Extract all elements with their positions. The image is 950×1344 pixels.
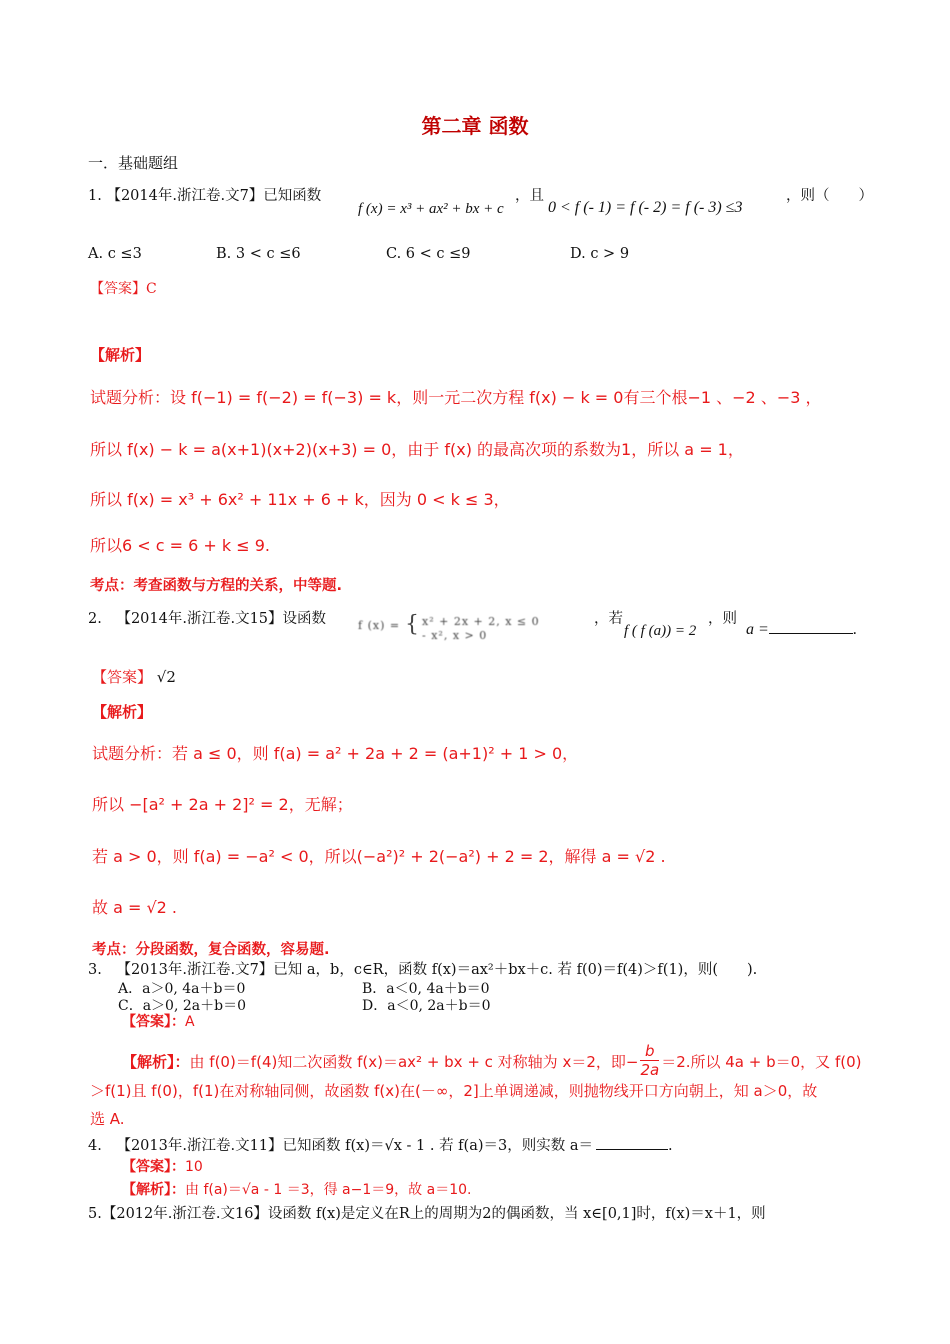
q1-option-a: A. c ≤3 [88, 246, 142, 262]
q3-analysis-1a: 由 f(0)＝f(4)知二次函数 f(x)＝ax² + bx + c 对称轴为 x＝2，即− [189, 1053, 639, 1071]
q2-stem [88, 611, 326, 628]
q1-analysis-line-1: 试题分析：设 f(−1) = f(−2) = f(−3) = k，则一元二次方程 f(x) − k = 0有三个根−1 、−2 、−3 ， [90, 388, 822, 407]
q1-condition: 0 < f (- 1) = f (- 2) = f (- 3) ≤3 [548, 199, 743, 216]
q3-answer-value: A [185, 1014, 195, 1030]
q2-condition: f ( f (a)) = 2 [624, 623, 697, 639]
q1-analysis-line-4: 所以6 < c = 6 + k ≤ 9. [90, 536, 271, 555]
q2-analysis-label: 【解析】 [92, 703, 153, 721]
q1-kaodian: 考点：考查函数与方程的关系，中等题. [90, 578, 343, 594]
page-title: 第二章 函数 [421, 114, 529, 138]
q3-analysis-line-2: ＞f(1)且 f(0)，f(1)在对称轴同侧，故函数 f(x)在(－∞，2]上单调递减，则抛物线开口方向朝上，知 a＞0，故 [90, 1082, 818, 1100]
q2-var: a = [746, 621, 769, 638]
q1-cond-pre: ，且 [515, 188, 544, 204]
q1-analysis-line-2: 所以 f(x) − k = a(x+1)(x+2)(x+3) = 0，由于 f(x) 的最高次项的系数为1，所以 a = 1， [90, 440, 744, 459]
q3-option-c: C．a＞0, 2a＋b＝0 [118, 998, 246, 1014]
q1-source: 【2014年.浙江卷.文7】已知函数 [106, 188, 322, 204]
q5-text: 【2012年.浙江卷.文16】设函数 f(x)是定义在R上的周期为2的偶函数，当 x∈[0,1]时，f(x)＝x＋1，则 [101, 1206, 766, 1222]
q2-analysis-line-4: 故 a = √2 . [92, 898, 178, 917]
q3-analysis-1b: ＝2.所以 4a + b＝0，又 f(0) [661, 1053, 862, 1071]
q4-answer-value: 10 [185, 1159, 203, 1175]
q2-answer-value: √2 [156, 668, 176, 686]
q4-end: . [668, 1138, 673, 1154]
q1-option-d: D. c > 9 [570, 246, 630, 262]
q2-kaodian: 考点：分段函数，复合函数，容易题. [92, 942, 330, 958]
q2-answer-label: 【答案】 [92, 668, 153, 686]
q3-number: 3. [88, 962, 102, 978]
q2-end: . [852, 621, 857, 638]
q1-option-b: B. 3 < c ≤6 [216, 246, 301, 262]
q4-answer-label: 【答案】： [122, 1159, 185, 1175]
q3-option-d: D．a＜0, 2a＋b＝0 [362, 998, 491, 1014]
q1-number: 1. [88, 188, 102, 204]
q1-tail: ，则（ ） [786, 188, 873, 204]
q2-blank-line [769, 623, 853, 634]
q3-text: 【2013年.浙江卷.文7】已知 a，b，c∈R，函数 f(x)＝ax²＋bx＋c. 若 f(0)＝f(4)＞f(1)，则( ). [116, 962, 758, 978]
q3-option-b: B．a＜0, 4a＋b＝0 [362, 981, 490, 997]
q4-analysis-text: 由 f(a)＝√a - 1 ＝3，得 a−1＝9，故 a＝10. [185, 1182, 472, 1198]
q2-piece-bottom: - x², x > 0 [422, 629, 488, 642]
q4-blank-line [596, 1139, 668, 1150]
q2-answer [92, 668, 176, 686]
q5-number: 5. [88, 1206, 102, 1222]
q4-analysis-label: 【解析】： [122, 1182, 185, 1198]
q2-number: 2. [88, 611, 102, 627]
q3-frac-num: b [640, 1042, 659, 1061]
q1-analysis-line-3: 所以 f(x) = x³ + 6x² + 11x + 6 + k，因为 0 < k ≤ 3， [90, 490, 510, 509]
q3-stem [88, 962, 757, 979]
q3-analysis-label: 【解析】： [122, 1053, 190, 1071]
q3-frac-den: 2a [640, 1061, 660, 1079]
q2-piece-top: x² + 2x + 2, x ≤ 0 [422, 615, 540, 628]
q3-answer-label: 【答案】： [122, 1014, 185, 1030]
q3-analysis-line-1 [122, 1044, 861, 1081]
q5-stem [88, 1206, 766, 1223]
q2-analysis-line-2: 所以 −[a² + 2a + 2]² = 2，无解； [92, 795, 353, 814]
q1-analysis-label: 【解析】 [90, 346, 151, 364]
q2-brace: { [405, 612, 419, 637]
q2-answer-blank [746, 620, 857, 639]
q3-option-a: A．a＞0, 4a＋b＝0 [118, 981, 246, 997]
q4-analysis [122, 1182, 471, 1199]
q1-option-c: C. 6 < c ≤9 [386, 246, 471, 262]
q1-stem [88, 188, 321, 205]
q3-fraction [640, 1042, 659, 1079]
q2-func-prefix: f (x) = [358, 619, 401, 632]
q1-function: f (x) = x³ + ax² + bx + c [358, 201, 504, 217]
q3-answer [122, 1014, 195, 1031]
q2-analysis-line-3: 若 a > 0，则 f(a) = −a² < 0，所以(−a²)² + 2(−a²) + 2 = 2，解得 a = √2 . [92, 847, 666, 866]
q2-tail: ，则 [708, 611, 737, 627]
q1-answer: 【答案】C [90, 281, 157, 297]
q4-text: 【2013年.浙江卷.文11】已知函数 f(x)＝√x - 1 . 若 f(a)＝3，则实数 a＝ [116, 1138, 593, 1154]
q3-analysis-line-3: 选 A. [90, 1110, 125, 1128]
q4-answer [122, 1159, 203, 1176]
section-heading: 一．基础题组 [88, 154, 179, 172]
q2-mid: ，若 [594, 611, 623, 627]
q2-analysis-line-1: 试题分析：若 a ≤ 0，则 f(a) = a² + 2a + 2 = (a+1)² + 1 > 0， [92, 744, 579, 763]
q4-stem [88, 1138, 673, 1155]
q4-number: 4. [88, 1138, 102, 1154]
q2-source: 【2014年.浙江卷.文15】设函数 [116, 611, 327, 627]
